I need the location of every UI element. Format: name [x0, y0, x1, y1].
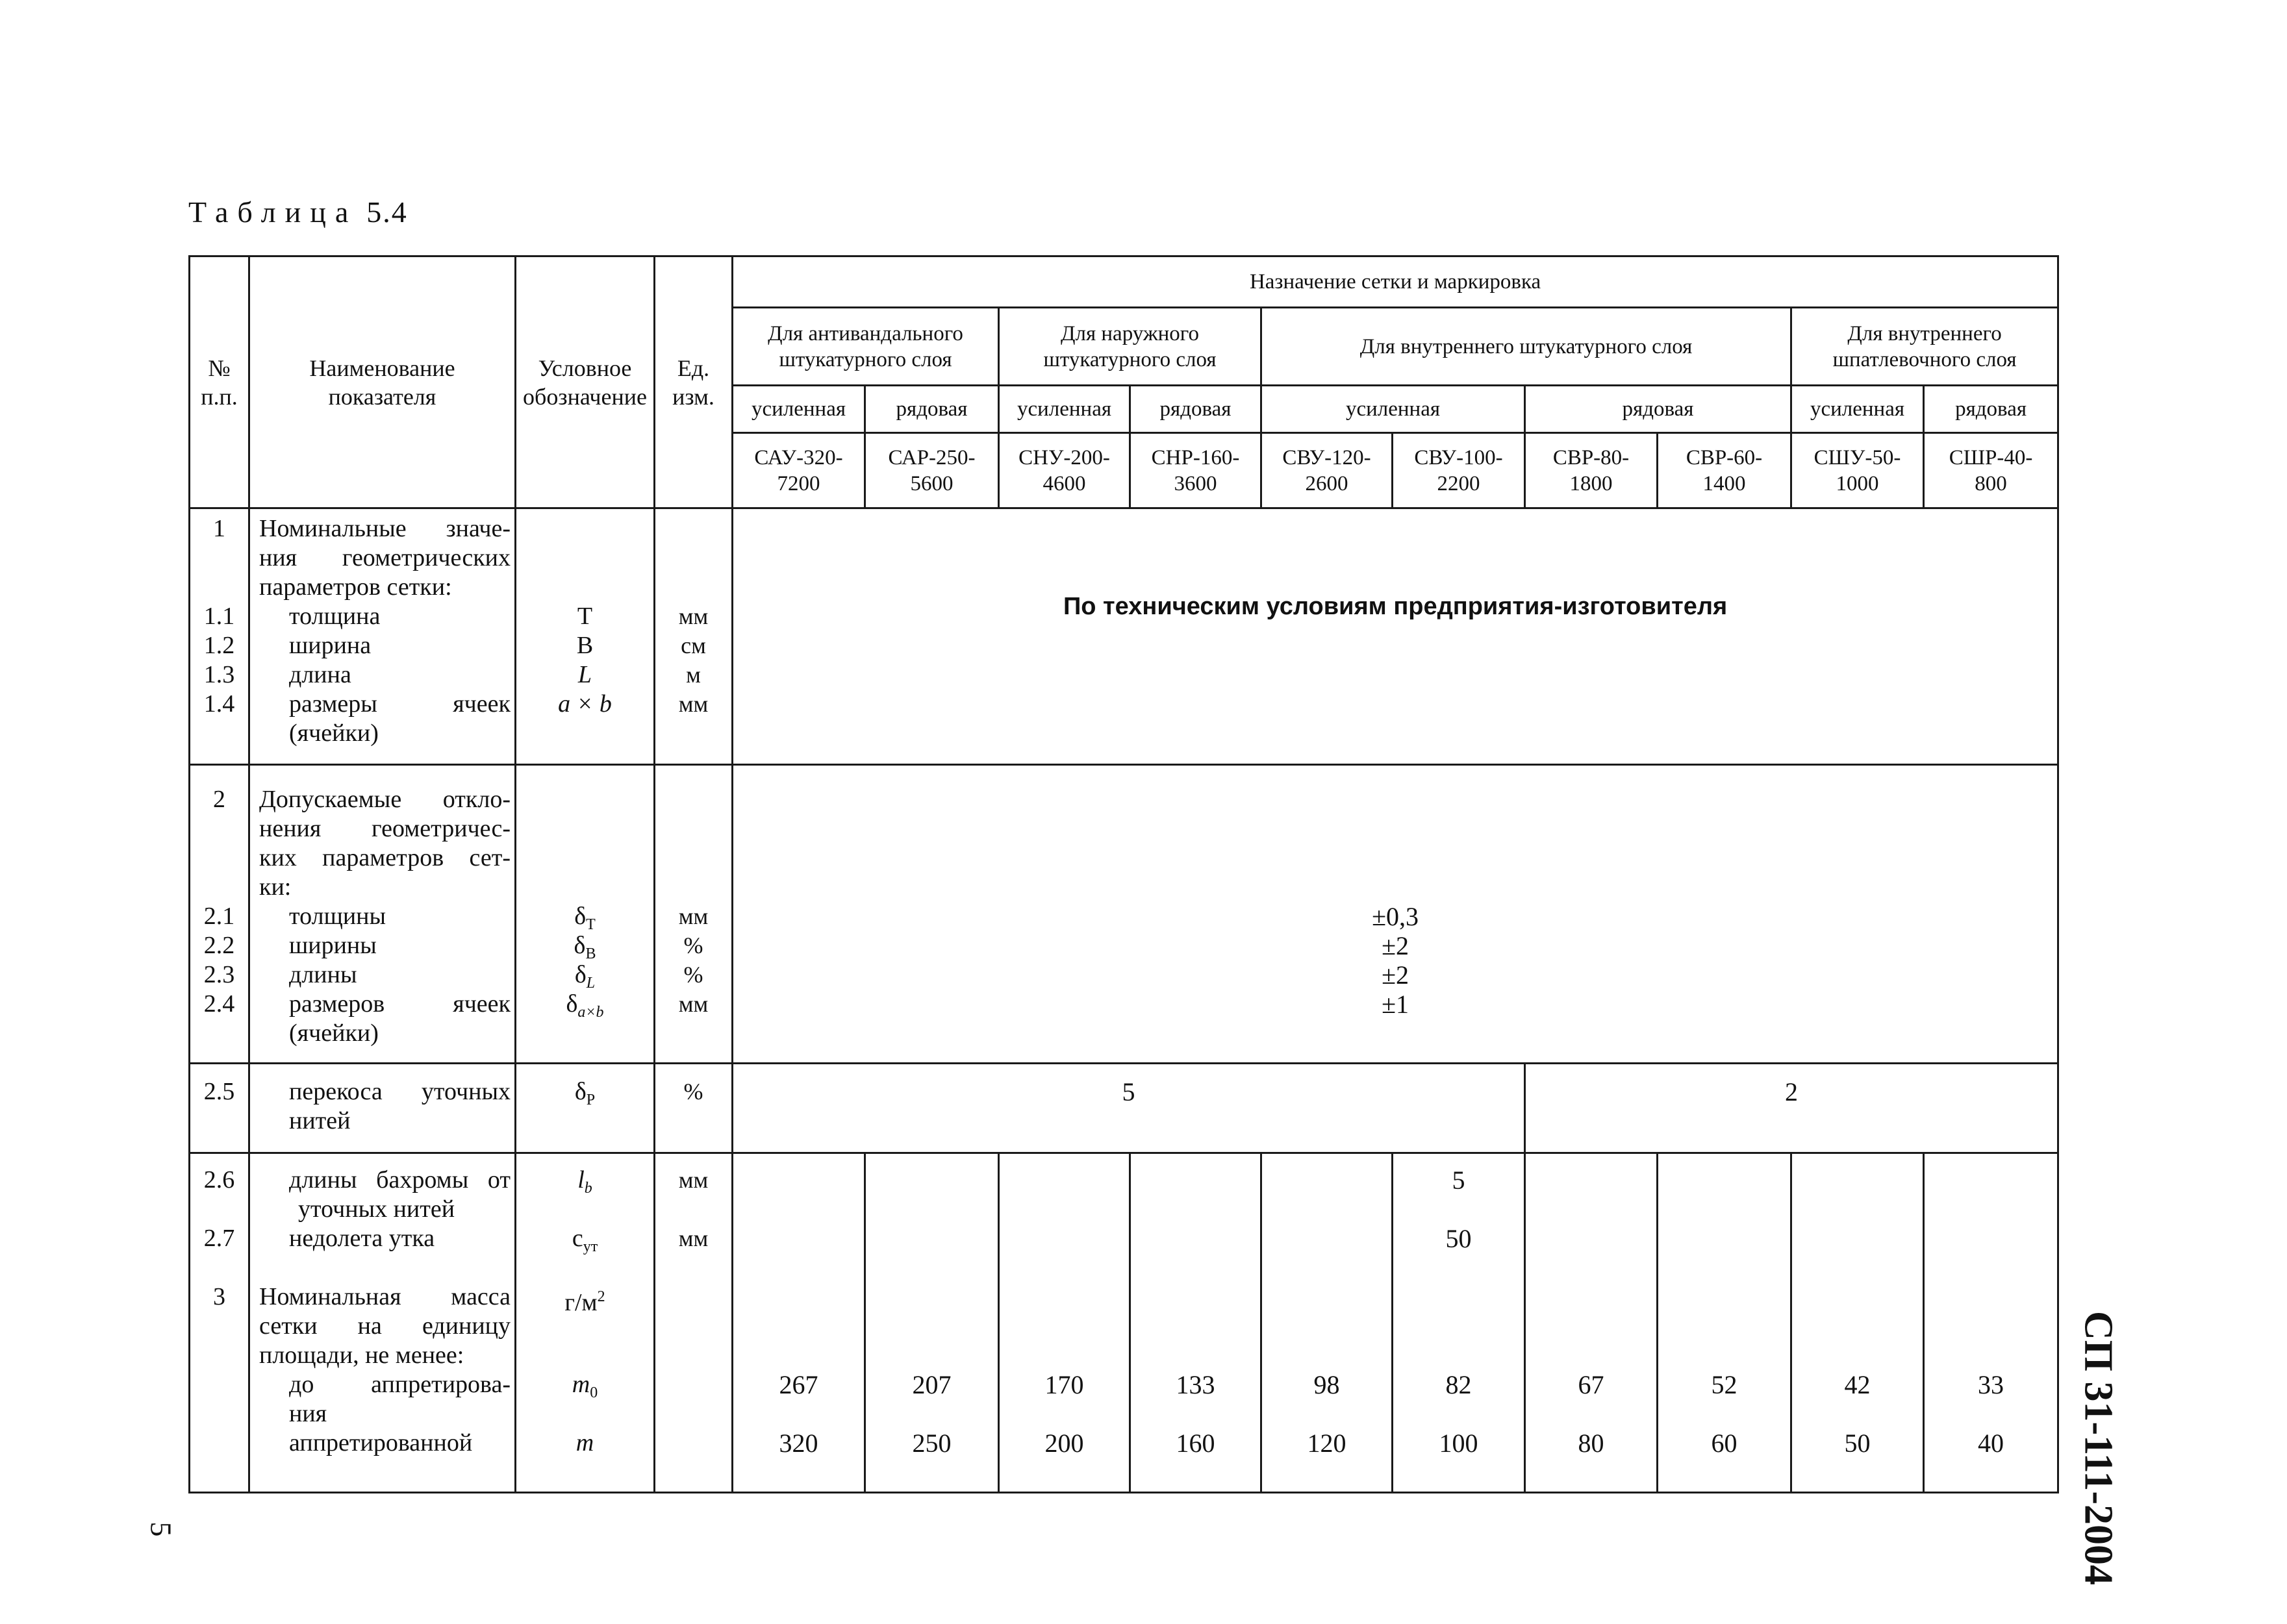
value-column: 267 320: [733, 1153, 865, 1493]
document-code: СП 31-111-2004: [2076, 1311, 2121, 1585]
row-number: 2: [213, 786, 225, 813]
row-title-line: ких параметров сет-: [259, 844, 511, 871]
row-title-line: параметров сетки:: [259, 573, 452, 601]
table-5-4: [188, 255, 2059, 1493]
row2-symbols: [516, 765, 655, 1064]
header-type: рядовая: [1924, 386, 2058, 433]
tolerance-value: ±2: [1382, 931, 1409, 960]
row-number: 2.4: [203, 990, 235, 1018]
value-column: 42 50: [1791, 1153, 1924, 1493]
table-caption: [188, 195, 408, 229]
symbol: $\delta_T$: [574, 903, 596, 933]
param-name: (ячейки): [289, 1019, 379, 1047]
header-purpose: Назначение сетки и маркировка: [733, 256, 2058, 308]
header-type: усиленная: [1261, 386, 1525, 433]
header-type: рядовая: [865, 386, 999, 433]
row1-units: [655, 508, 733, 765]
row25-symbol: $\delta_P$: [516, 1064, 655, 1153]
row26-3-numbers: [190, 1153, 249, 1493]
param-name: ширины: [289, 932, 377, 959]
row25-number: 2.5: [190, 1064, 249, 1153]
symbol: $\delta_L$: [574, 961, 596, 992]
row-number: 1: [213, 515, 225, 542]
row25-name: перекоса уточных нитей: [249, 1064, 516, 1153]
row-number: 1.3: [203, 661, 235, 688]
symbol: B: [576, 632, 594, 659]
header-mark: СНУ-200-4600: [999, 433, 1130, 508]
row1-symbols: [516, 508, 655, 765]
header-mark: СНР-160-3600: [1130, 433, 1261, 508]
row-title-line: ки:: [259, 873, 292, 901]
value-column: 5 50 82 100: [1393, 1153, 1525, 1493]
header-type: рядовая: [1130, 386, 1261, 433]
row-title-line: Допускаемые откло-: [259, 786, 511, 813]
symbol: L: [577, 661, 592, 688]
unit: мм: [678, 991, 709, 1017]
row1-names: [249, 508, 516, 765]
row26-3-units: мм мм: [655, 1153, 733, 1493]
row-number: 3: [213, 1283, 225, 1310]
symbol: $\delta_{a\times b}$: [566, 990, 604, 1021]
header-symbol: Условное обозначение: [516, 256, 655, 508]
row2-names: [249, 765, 516, 1064]
row-number: 2.3: [203, 961, 235, 988]
header-num: № п.п.: [190, 256, 249, 508]
row2-values: [733, 765, 2058, 1064]
header-unit: Ед. изм.: [655, 256, 733, 508]
unit: %: [683, 932, 703, 958]
row-number: 1.1: [203, 603, 235, 630]
header-mark: САУ-320-7200: [733, 433, 865, 508]
caption-number: 5.4: [366, 195, 408, 229]
header-mark: СВУ-100-2200: [1393, 433, 1525, 508]
row3-unit: $г/м^2$: [564, 1288, 605, 1316]
value-column: 207 250: [865, 1153, 999, 1493]
param-name: толщина: [289, 603, 381, 630]
row-title-line: нения геометричес-: [259, 815, 511, 842]
header-type: усиленная: [999, 386, 1130, 433]
row2-units: [655, 765, 733, 1064]
row2-numbers: [190, 765, 249, 1064]
param-name: ширина: [289, 632, 372, 659]
row1-numbers: [190, 508, 249, 765]
unit: мм: [678, 691, 709, 717]
unit: мм: [678, 603, 709, 629]
param-name: длина: [289, 661, 351, 688]
tolerance-value: ±0,3: [1372, 902, 1419, 931]
header-group-putty: Для внутреннего шпатлевочного слоя: [1791, 308, 2058, 386]
row-title-line: Номинальные значе-: [259, 515, 511, 542]
row-number: 2.1: [203, 903, 235, 930]
header-type: рядовая: [1525, 386, 1791, 433]
header-mark: СВУ-120-2600: [1261, 433, 1393, 508]
row26-3-names: длины бахромы от уточных нитей недолета утка Номинальная масса сетки на единицу площади, не менее: до аппретирова- ния аппретированной: [249, 1153, 516, 1493]
value-column: 33 40: [1924, 1153, 2058, 1493]
param-name: (ячейки): [289, 719, 379, 747]
header-mark: СШУ-50-1000: [1791, 433, 1924, 508]
header-mark: СВР-80-1800: [1525, 433, 1658, 508]
unit: м: [686, 662, 701, 688]
header-mark: СШР-40-800: [1924, 433, 2058, 508]
param-name: толщины: [289, 903, 386, 930]
header-name: Наименование показателя: [249, 256, 516, 508]
row-number: 1.4: [203, 690, 235, 718]
row1-value: По техническим условиям предприятия-изготовителя: [733, 508, 2058, 765]
param-name: длины: [289, 961, 357, 988]
caption-word: Таблица: [188, 195, 358, 229]
header-group-antivandal: Для антивандального штукатурного слоя: [733, 308, 999, 386]
row25-value-b: 2: [1525, 1064, 2058, 1153]
value-column: 52 60: [1658, 1153, 1791, 1493]
value-column: 98 120: [1261, 1153, 1393, 1493]
row25-unit: %: [655, 1064, 733, 1153]
symbol: a × b: [558, 690, 612, 718]
row-number: 2.2: [203, 932, 235, 959]
row27-value: 50: [1445, 1224, 1472, 1253]
value-column: 170 200: [999, 1153, 1130, 1493]
tolerance-value: ±1: [1382, 990, 1409, 1019]
row-number: 1.2: [203, 632, 235, 659]
header-group-outer: Для наружного штукатурного слоя: [999, 308, 1261, 386]
value-column: 67 80: [1525, 1153, 1658, 1493]
param-name: размеров ячеек: [289, 990, 511, 1018]
header-type: усиленная: [733, 386, 865, 433]
header-mark: САР-250-5600: [865, 433, 999, 508]
row26-3-symbols: $l_b$ $c_{ут}$ $г/м^2$ $m_0$ m: [516, 1153, 655, 1493]
value-column: 133 160: [1130, 1153, 1261, 1493]
row26-value: 5: [1452, 1166, 1465, 1195]
header-group-inner: Для внутреннего штукатурного слоя: [1261, 308, 1791, 386]
tolerance-value: ±2: [1382, 960, 1409, 990]
page-number: 5: [144, 1521, 178, 1537]
unit: мм: [678, 903, 709, 929]
param-name: размеры ячеек: [289, 690, 511, 718]
row-number: 2.7: [203, 1225, 235, 1252]
row-title-line: ния геометрических: [259, 544, 511, 571]
row-number: 2.6: [203, 1166, 235, 1193]
symbol: $\delta_B$: [574, 932, 596, 962]
row25-value-a: 5: [733, 1064, 1525, 1153]
symbol: T: [577, 603, 593, 630]
unit: %: [683, 962, 703, 988]
header-type: усиленная: [1791, 386, 1924, 433]
unit: см: [681, 632, 706, 658]
header-mark: СВР-60-1400: [1658, 433, 1791, 508]
